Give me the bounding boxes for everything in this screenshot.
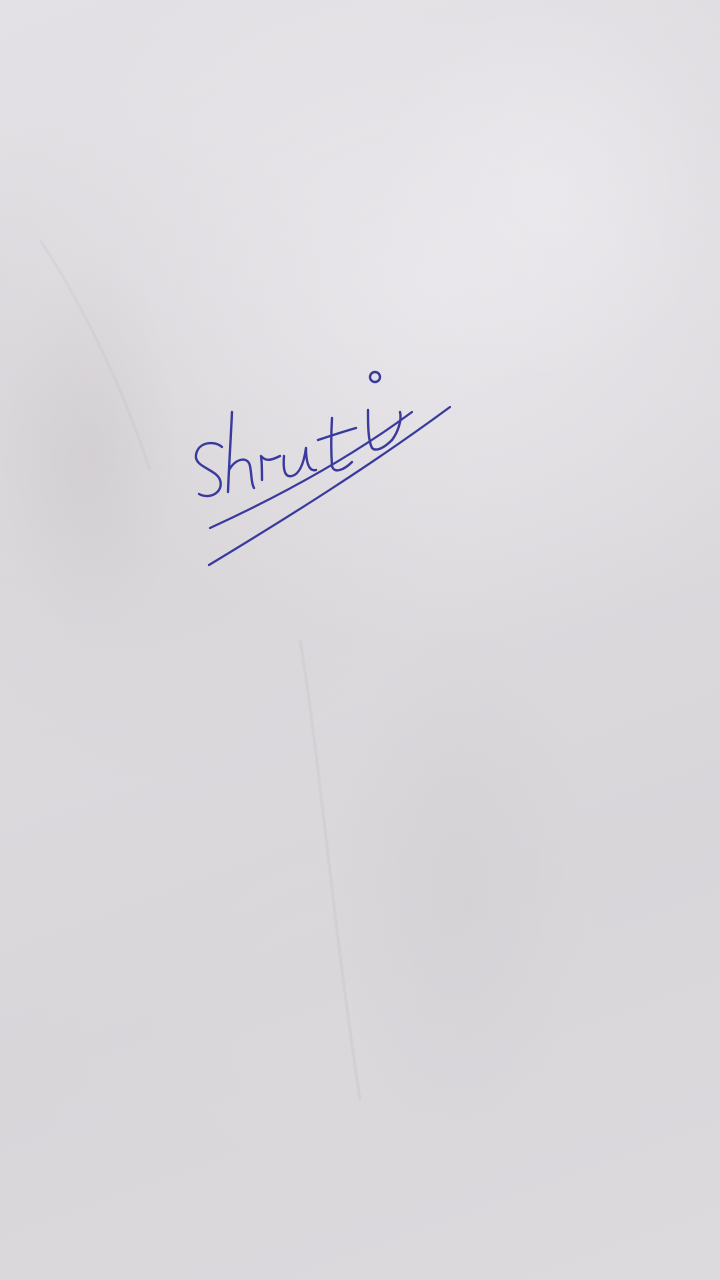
signature-handwriting	[196, 372, 401, 496]
signature-underlines	[209, 407, 450, 565]
signature-letter-h	[228, 412, 254, 492]
paper-fold-line	[300, 640, 360, 1100]
signature-i-dot	[370, 372, 380, 382]
signature-letter-s	[196, 443, 222, 496]
signature-letter-r	[261, 456, 280, 480]
signature-underline-2	[209, 407, 450, 565]
signature-text	[200, 440, 203, 441]
signature-letter-u	[284, 448, 316, 476]
paper-fold-line	[40, 240, 150, 470]
